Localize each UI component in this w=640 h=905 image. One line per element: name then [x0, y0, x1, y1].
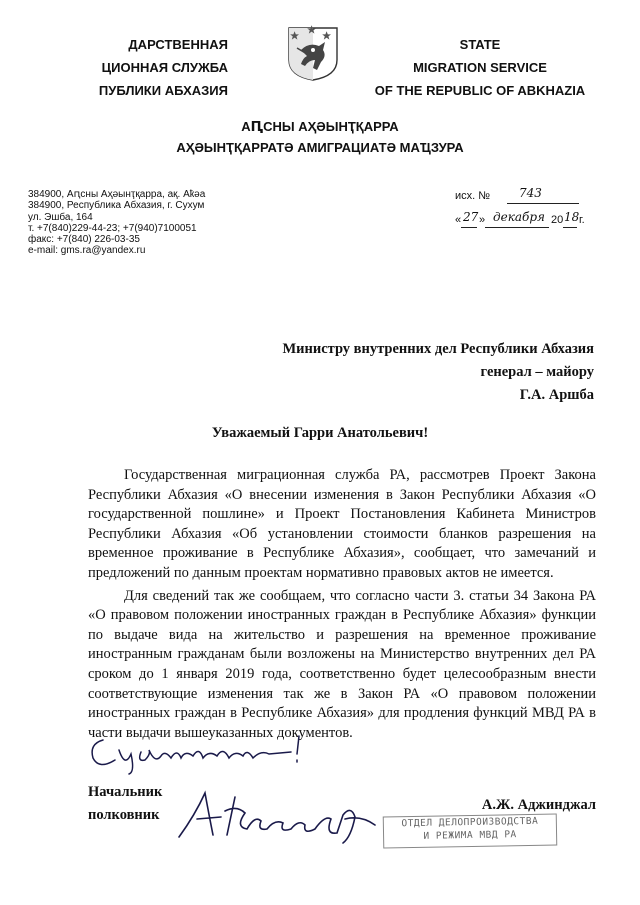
addressee-block — [200, 338, 594, 407]
date-day: 27 — [463, 210, 479, 224]
contact-block — [28, 189, 288, 257]
contact-line: факс: +7(840) 226-03-35 — [28, 234, 140, 246]
header-right-line: OF THE REPUBLIC OF ABKHAZIA — [374, 83, 586, 98]
year-underline — [563, 227, 577, 228]
header-left-line: ДАРСТВЕННАЯ — [128, 37, 228, 52]
month-underline — [485, 227, 549, 228]
handwritten-closing — [85, 728, 325, 776]
header-right-line: MIGRATION SERVICE — [413, 60, 547, 75]
outgoing-number-row — [455, 186, 625, 210]
addressee-line: генерал – майору — [480, 364, 594, 380]
contact-line: 384900, Республика Абхазия, г. Сухум — [28, 200, 205, 212]
contact-line: ул. Эшба, 164 — [28, 211, 93, 223]
contact-line: e-mail: gms.ra@yandex.ru — [28, 245, 146, 257]
header-right-line: STATE — [459, 37, 501, 52]
header-abkhaz-line: АԤСНЫ АҲӘЫНҬҚАРРА — [241, 119, 399, 134]
body-paragraph: Для сведений так же сообщаем, что согласно части 3. статьи 34 Закона РА «О правовом положении иностранных граждан в Республике Абхазия» функции по выдаче вида на жительство и разрешения на временное проживание иностранным гражданам были возложены на Министерство внутренних дел РА сроком до 1 января 2019 года, соответственно будет целесообразным внести соответствующие изменения так же в Закон РА «О правовом положении иностранных граждан в Республике Абхазия» для продления функций МВД РА в части выдачи вышеуказанных документов. — [88, 587, 596, 741]
signatory-name: А.Ж. Аджинджал — [481, 797, 596, 813]
letter-body — [88, 466, 596, 746]
addressee-line: Г.А. Аршба — [519, 387, 594, 403]
addressee-line: Министру внутренних дел Республики Абхазия — [282, 341, 594, 357]
outgoing-number-value: 743 — [519, 186, 542, 200]
header-left-line: ЦИОННАЯ СЛУЖБА — [101, 60, 228, 75]
date-year-suffix: 18 — [564, 210, 580, 224]
signatory-title — [88, 781, 162, 827]
registry-stamp — [383, 813, 558, 848]
coat-of-arms-icon — [283, 20, 343, 82]
registration-block — [455, 186, 625, 234]
outgoing-number-label: исх. № — [455, 190, 491, 202]
date-open-quote: « — [455, 214, 462, 226]
header-abkhaz-line: АҲӘЫНҬҚАРРАТӘ АМИГРАЦИАТӘ МАҴЗУРА — [176, 140, 464, 155]
greeting: Уважаемый Гарри Анатольевич! — [211, 425, 429, 441]
signatory-rank: полковник — [88, 807, 160, 823]
number-underline — [507, 203, 579, 204]
contact-line: 384900, Аԥсны Аҳәынҭқарра, ақ. Аҟәа — [28, 189, 206, 200]
day-underline — [461, 227, 477, 228]
date-close-quote: » — [479, 214, 486, 226]
header-left-block — [78, 33, 228, 102]
date-row — [455, 212, 625, 234]
date-year-prefix: 20 — [551, 214, 564, 226]
stamp-line: И РЕЖИМА МВД РА — [423, 829, 517, 842]
stamp-line: ОТДЕЛ ДЕЛОПРОИЗВОДСТВА — [401, 815, 539, 830]
contact-line: т. +7(840)229-44-23; +7(940)7100051 — [28, 222, 197, 234]
date-suffix: г. — [579, 214, 585, 226]
body-paragraph: Государственная миграционная служба РА, рассмотрев Проект Закона Республики Абхазия «О внесении изменения в Закон Республики Абхазия «О государственной пошлине» и Проект Постановления Кабинета Министров Республики Абхазия «Об установлении стоимости бланков разрешения на временное проживание в Республике Абхазия», сообщает, что замечаний и предложений по данным проектам нормативно правовых актов не имеется. — [88, 467, 596, 581]
date-month: декабря — [493, 210, 545, 224]
signatory-position: Начальник — [88, 784, 163, 800]
header-abkhaz-block — [120, 116, 520, 158]
handwritten-signature — [175, 785, 385, 845]
header-left-line: ПУБЛИКИ АБХАЗИЯ — [98, 83, 228, 98]
header-right-block — [370, 33, 590, 102]
